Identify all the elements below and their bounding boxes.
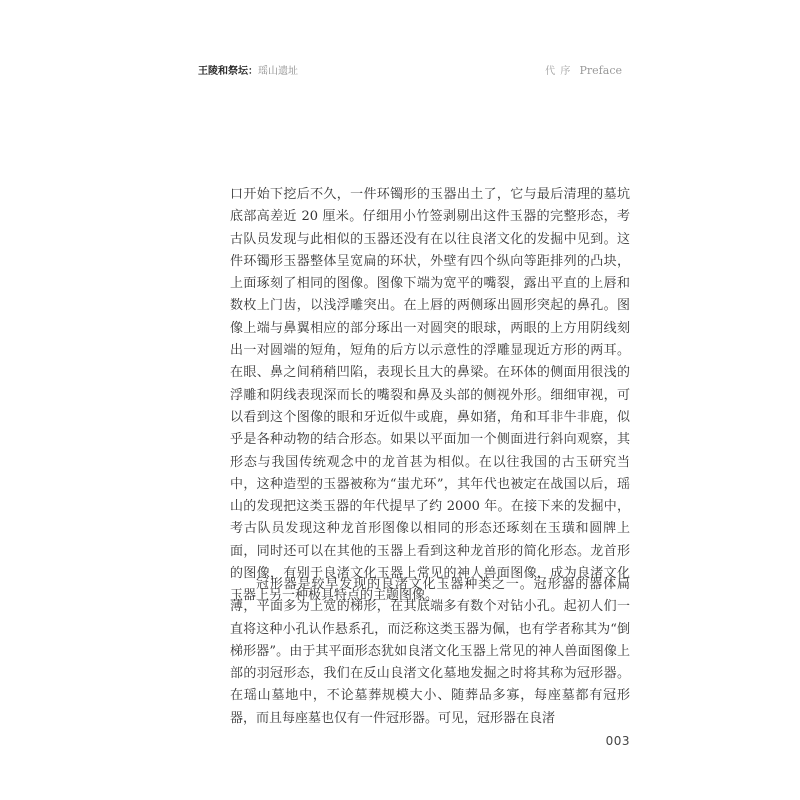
header-title-main: 王陵和祭坛：: [198, 66, 258, 77]
paragraph-text: 冠形器是较早发现的良渚文化玉器种类之一。冠形器的器体扁薄，平面多为上宽的梯形，在其底端多有数个对钻小孔。起初人们一直将这种小孔认作悬系孔，而泛称这类玉器为佩，也有学者称其为“倒梯形器”。由于其平面形态犹如良渚文化玉器上常见的神人兽面图像上部的羽冠形态，我们在反山良渚文化墓地发掘之时将其称为冠形器。在瑶山墓地中，不论墓葬规模大小、随葬品多寡，每座墓都有冠形器，而且每座墓也仅有一件冠形器。可见，冠形器在良渚: [230, 577, 630, 726]
running-header: [198, 62, 622, 77]
page-number: 003: [605, 734, 630, 748]
body-paragraph-1: [230, 184, 630, 608]
paragraph-text: 口开始下挖后不久，一件环镯形的玉器出土了，它与最后清理的墓坑底部高差近 20 厘米。仔细用小竹签剥剔出这件玉器的完整形态，考古队员发现与此相似的玉器还没有在以往良渚文化的发掘中见到。这件环镯形玉器整体呈宽扁的环状，外壁有四个纵向等距排列的凸块，上面琢刻了相同的图像。图像下端为宽平的嘴裂，露出平直的上唇和数枚上门齿，以浅浮雕突出。在上唇的两侧琢出圆形突起的鼻孔。图像上端与鼻翼相应的部分琢出一对圆突的眼球，两眼的上方用阴线刻出一对圆端的短角，短角的后方以示意性的浮雕显现近方形的两耳。在眼、鼻之间稍稍凹陷，表现长且大的鼻梁。在环体的侧面用很浅的浮雕和阴线表现深而长的嘴裂和鼻及头部的侧视外形。细细审视，可以看到这个图像的眼和牙近似牛或鹿，鼻如猪，角和耳非牛非鹿，似乎是各种动物的结合形态。如果以平面加一个侧面进行斜向观察，其形态与我国传统观念中的龙首甚为相似。在以往我国的古玉研究当中，这种造型的玉器被称为“蚩尤环”，其年代也被定在战国以后，瑶山的发现把这类玉器的年代提早了约 2000 年。在接下来的发掘中，考古队员发现这种龙首形图像以相同的形态还琢刻在玉璜和圆牌上面，同时还可以在其他的玉器上看到这种龙首形的简化形态。龙首形的图像，有别于良渚文化玉器上常见的神人兽面图像，成为良渚文化玉器上另一种极具特点的主题图像。: [230, 187, 630, 604]
header-section-en: Preface: [579, 64, 622, 77]
header-book-title: [198, 62, 298, 77]
header-title-sub: 瑶山遗址: [258, 66, 298, 77]
header-section: [545, 62, 622, 77]
body-paragraph-2: [230, 574, 630, 730]
header-section-cn: 代 序: [545, 66, 572, 77]
